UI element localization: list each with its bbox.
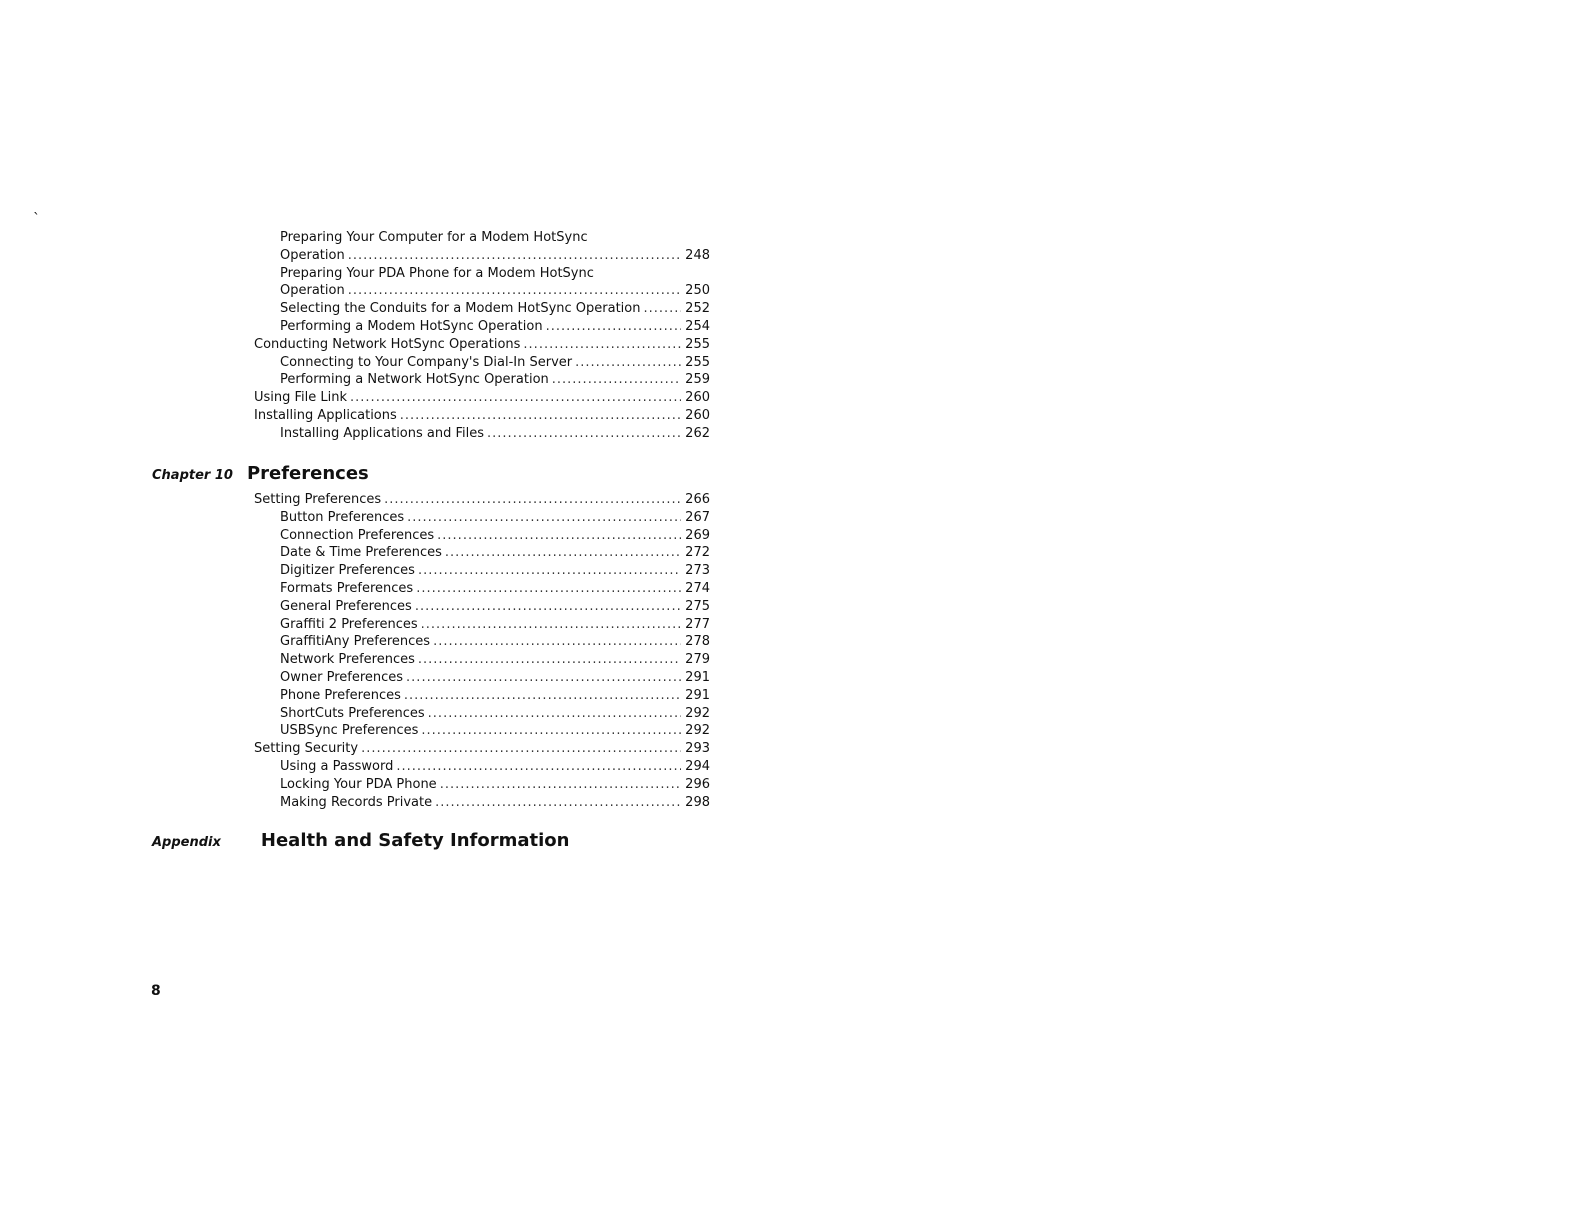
- toc-entry-title: Performing a Network HotSync Operation: [280, 372, 549, 388]
- toc-entry-page: 260: [685, 390, 710, 406]
- toc-entry[interactable]: [254, 509, 710, 527]
- toc-entry-title: Locking Your PDA Phone: [280, 776, 437, 792]
- toc-entry-page: 272: [685, 545, 710, 561]
- appendix-heading: [152, 830, 570, 851]
- toc-entry-page: 292: [685, 723, 710, 739]
- toc-entry-page: 273: [685, 563, 710, 579]
- dot-leader: [418, 651, 681, 669]
- toc-entry-title: Using File Link: [254, 390, 348, 406]
- toc-entry-page: 294: [685, 758, 710, 774]
- toc-entry-page: 278: [685, 634, 710, 650]
- toc-entry-title: Performing a Modem HotSync Operation: [280, 318, 543, 334]
- toc-entry[interactable]: [254, 651, 710, 669]
- toc-block-preferences: [254, 491, 710, 811]
- toc-entry-title: Preparing Your Computer for a Modem HotSync: [280, 230, 588, 245]
- toc-entry-title: Operation: [280, 247, 345, 263]
- toc-entry[interactable]: [254, 527, 710, 545]
- toc-entry-title: Date & Time Preferences: [280, 545, 442, 561]
- dot-leader: [418, 562, 681, 580]
- toc-entry[interactable]: [254, 776, 710, 794]
- dot-leader: [487, 425, 681, 443]
- dot-leader: [435, 794, 681, 812]
- toc-entry[interactable]: [254, 336, 710, 354]
- toc-entry[interactable]: [254, 318, 710, 336]
- dot-leader: [552, 371, 681, 389]
- toc-entry-page: 298: [685, 794, 710, 810]
- appendix-title[interactable]: Health and Safety Information: [260, 830, 570, 851]
- dot-leader: [445, 544, 681, 562]
- toc-entry[interactable]: [254, 491, 710, 509]
- toc-entry[interactable]: [254, 354, 710, 372]
- toc-entry[interactable]: [254, 758, 710, 776]
- dot-leader: [348, 247, 681, 265]
- toc-entry-page: 291: [685, 687, 710, 703]
- toc-entry-page: 250: [685, 283, 710, 299]
- toc-entry-title: Phone Preferences: [280, 687, 401, 703]
- chapter-title[interactable]: Preferences: [246, 463, 369, 484]
- toc-entry-title: Conducting Network HotSync Operations: [254, 336, 521, 352]
- dot-leader: [421, 722, 681, 740]
- toc-entry-title: Setting Security: [254, 741, 359, 757]
- toc-entry-page: 255: [685, 336, 710, 352]
- toc-entry[interactable]: [254, 247, 710, 265]
- toc-entry-page: 277: [685, 616, 710, 632]
- toc-entry-title: ShortCuts Preferences: [280, 705, 425, 721]
- toc-entry-page: 248: [685, 247, 710, 263]
- toc-entry-title: Preparing Your PDA Phone for a Modem HotSync: [280, 265, 594, 281]
- dot-leader: [407, 509, 681, 527]
- toc-entry-page: 275: [685, 598, 710, 614]
- toc-entry[interactable]: [254, 740, 710, 758]
- toc-entry-title: Digitizer Preferences: [280, 563, 415, 579]
- toc-entry-page: 262: [685, 425, 710, 441]
- toc-entry[interactable]: [254, 562, 710, 580]
- dot-leader: [440, 776, 681, 794]
- toc-entry[interactable]: [254, 282, 710, 300]
- toc-entry[interactable]: [254, 544, 710, 562]
- toc-entry-page: 269: [685, 527, 710, 543]
- toc-entry-title: GraffitiAny Preferences: [280, 634, 431, 650]
- dot-leader: [350, 389, 681, 407]
- toc-entry-title: Graffiti 2 Preferences: [280, 616, 418, 632]
- stray-mark: ˎ: [33, 199, 40, 215]
- toc-entry-page: 291: [685, 669, 710, 685]
- dot-leader: [575, 354, 681, 372]
- page-number: 8: [151, 983, 161, 999]
- dot-leader: [416, 580, 681, 598]
- toc-entry-title: Network Preferences: [280, 652, 415, 668]
- toc-block-continued: [254, 229, 710, 443]
- toc-entry[interactable]: [254, 794, 710, 812]
- dot-leader: [428, 705, 682, 723]
- toc-entry-title: Connection Preferences: [280, 527, 435, 543]
- toc-entry[interactable]: [254, 687, 710, 705]
- toc-entry-page: 293: [685, 741, 710, 757]
- toc-entry-page: 259: [685, 372, 710, 388]
- dot-leader: [437, 527, 681, 545]
- toc-entry-page: 260: [685, 407, 710, 423]
- toc-entry-title: Formats Preferences: [280, 580, 414, 596]
- toc-entry-title: Owner Preferences: [280, 669, 404, 685]
- toc-entry-page: 292: [685, 705, 710, 721]
- toc-entry[interactable]: [254, 722, 710, 740]
- toc-entry[interactable]: [254, 633, 710, 651]
- toc-entry-page: 255: [685, 354, 710, 370]
- dot-leader: [400, 407, 681, 425]
- toc-entry[interactable]: [254, 705, 710, 723]
- dot-leader: [421, 616, 682, 634]
- toc-entry-title: USBSync Preferences: [280, 723, 419, 739]
- toc-entry-title: General Preferences: [280, 598, 412, 614]
- toc-entry-title: Installing Applications: [254, 407, 397, 423]
- toc-entry-title: Making Records Private: [280, 794, 433, 810]
- toc-entry[interactable]: [254, 616, 710, 634]
- dot-leader: [404, 687, 681, 705]
- dot-leader: [546, 318, 682, 336]
- toc-entry[interactable]: [254, 389, 710, 407]
- toc-entry[interactable]: [254, 407, 710, 425]
- dot-leader: [523, 336, 681, 354]
- toc-entry[interactable]: [254, 265, 710, 283]
- appendix-label: Appendix: [152, 835, 221, 850]
- toc-entry-page: 279: [685, 652, 710, 668]
- dot-leader: [415, 598, 681, 616]
- toc-entry-title: Operation: [280, 283, 345, 299]
- toc-entry[interactable]: [254, 371, 710, 389]
- chapter-label: Chapter 10: [152, 468, 233, 483]
- toc-entry-title: Installing Applications and Files: [280, 425, 485, 441]
- toc-entry-page: 267: [685, 509, 710, 525]
- toc-entry-page: 252: [685, 301, 710, 317]
- dot-leader: [348, 282, 681, 300]
- toc-entry-title: Setting Preferences: [254, 492, 382, 507]
- toc-entry[interactable]: [254, 229, 710, 247]
- toc-entry-page: 254: [685, 318, 710, 334]
- dot-leader: [396, 758, 681, 776]
- toc-entry-title: Using a Password: [280, 758, 394, 774]
- toc-entry[interactable]: [254, 580, 710, 598]
- toc-entry-page: 274: [685, 580, 710, 596]
- chapter-heading-preferences: [152, 463, 369, 484]
- toc-entry-page: 296: [685, 776, 710, 792]
- toc-entry-page: 266: [685, 492, 710, 507]
- toc-entry-title: Connecting to Your Company's Dial-In Server: [280, 354, 573, 370]
- dot-leader: [384, 491, 681, 509]
- dot-leader: [644, 300, 682, 318]
- toc-entry[interactable]: [254, 300, 710, 318]
- toc-entry[interactable]: [254, 598, 710, 616]
- toc-entry-title: Button Preferences: [280, 509, 405, 525]
- dot-leader: [406, 669, 681, 687]
- toc-entry[interactable]: [254, 669, 710, 687]
- toc-entry-title: Selecting the Conduits for a Modem HotSync Operation: [280, 301, 641, 317]
- dot-leader: [361, 740, 681, 758]
- dot-leader: [433, 633, 681, 651]
- toc-entry[interactable]: [254, 425, 710, 443]
